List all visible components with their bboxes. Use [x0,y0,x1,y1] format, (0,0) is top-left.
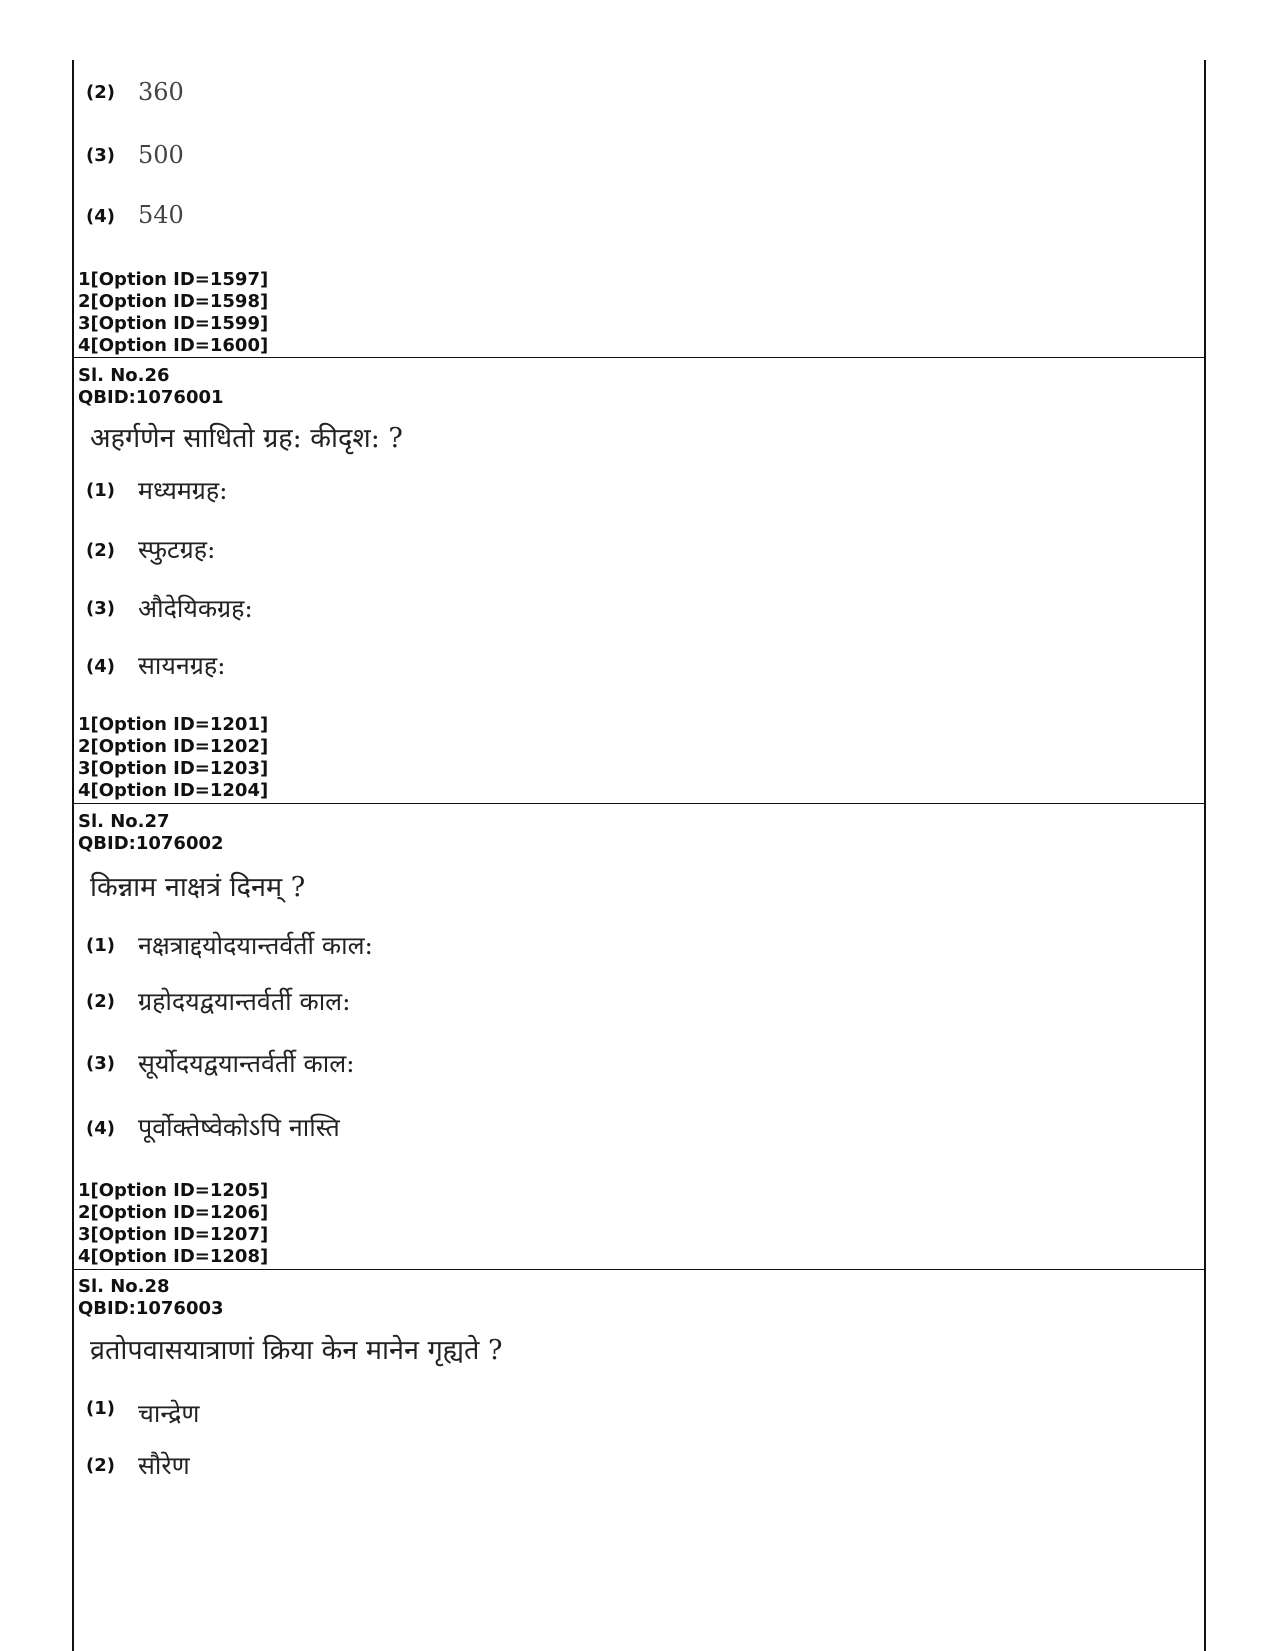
option-number: (2) [86,991,115,1012]
option-id-list [78,714,268,802]
question-text: व्रतोपवासयात्राणां क्रिया केन मानेन गृह्यते ? [90,1335,503,1366]
option-text: सूर्योदयद्वयान्तर्वर्ती काल: [138,1049,355,1078]
question-text: किन्नाम नाक्षत्रं दिनम् ? [90,872,306,903]
question-header [78,811,224,855]
question-text: अहर्गणेन साधितो ग्रह: कीदृश: ? [90,423,403,454]
option-text: सौरेण [138,1451,190,1480]
option-id: 2[Option ID=1202] [78,736,269,757]
option-number: (3) [86,1053,115,1074]
option-text: चान्द्रेण [138,1399,200,1428]
option-id: 3[Option ID=1207] [78,1224,269,1245]
option-number: (1) [86,480,115,501]
serial-number: Sl. No.27 [78,811,170,832]
option-text: 500 [138,141,184,169]
question-divider [72,357,1206,358]
option-text: 360 [138,78,184,106]
option-text: नक्षत्राद्दयोदयान्तर्वर्ती काल: [138,931,373,960]
option-text: पूर्वोक्तेष्वेकोऽपि नास्ति [138,1113,340,1142]
option-number: (4) [86,1118,115,1139]
option-number: (2) [86,540,115,561]
right-border [1204,60,1206,1651]
option-id: 1[Option ID=1205] [78,1180,269,1201]
option-number: (1) [86,1398,115,1419]
option-id: 1[Option ID=1597] [78,269,269,290]
option-id: 2[Option ID=1206] [78,1202,269,1223]
option-number: (4) [86,656,115,677]
question-header [78,365,224,409]
option-text: औदेयिकग्रह: [138,594,253,623]
question-paper-page [72,0,1206,1651]
option-id: 4[Option ID=1600] [78,335,269,356]
question-divider [72,803,1206,804]
option-number: (3) [86,598,115,619]
left-border [72,60,74,1651]
option-id: 1[Option ID=1201] [78,714,269,735]
qbid: QBID:1076001 [78,387,224,408]
option-text: स्फुटग्रह: [138,535,216,564]
option-number: (2) [86,1455,115,1476]
qbid: QBID:1076002 [78,833,224,854]
question-divider [72,1269,1206,1270]
option-id: 3[Option ID=1599] [78,313,269,334]
option-number: (3) [86,145,115,166]
option-id: 4[Option ID=1204] [78,780,269,801]
option-id: 3[Option ID=1203] [78,758,269,779]
question-header [78,1276,224,1320]
option-text: ग्रहोदयद्वयान्तर्वर्ती काल: [138,987,351,1016]
option-text: मध्यमग्रह: [138,476,228,505]
option-text: 540 [138,201,184,229]
option-id-list [78,1180,268,1268]
option-id: 4[Option ID=1208] [78,1246,269,1267]
qbid: QBID:1076003 [78,1298,224,1319]
option-id-list [78,269,268,357]
serial-number: Sl. No.26 [78,365,170,386]
option-text: सायनग्रह: [138,651,226,680]
option-id: 2[Option ID=1598] [78,291,269,312]
serial-number: Sl. No.28 [78,1276,170,1297]
option-number: (2) [86,82,115,103]
option-number: (4) [86,206,115,227]
option-number: (1) [86,935,115,956]
